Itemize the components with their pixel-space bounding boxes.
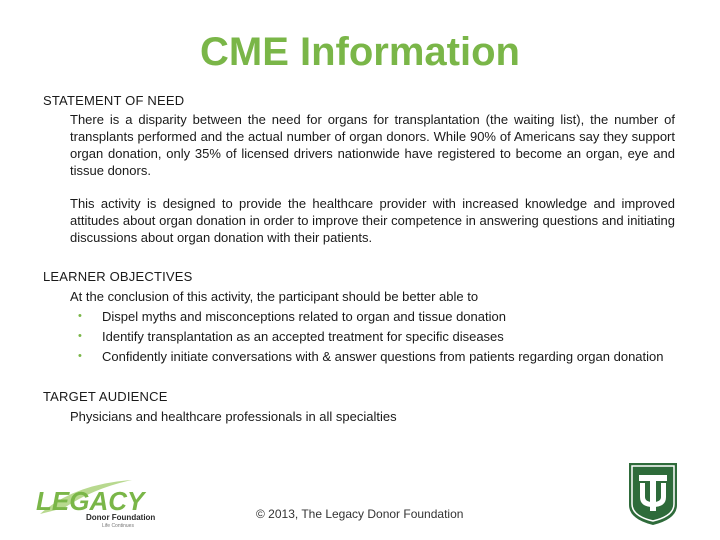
- bullet-icon: •: [78, 350, 82, 362]
- tulane-logo: [627, 461, 679, 527]
- list-item: [70, 348, 675, 365]
- copyright-footer: © 2013, The Legacy Donor Foundation: [256, 507, 464, 521]
- bullet-icon: •: [78, 310, 82, 322]
- legacy-wordmark: LEGACY: [36, 486, 145, 516]
- target-audience-heading: TARGET AUDIENCE: [43, 389, 168, 404]
- slide-title: CME Information: [200, 30, 520, 74]
- objective-text: Identify transplantation as an accepted treatment for specific diseases: [102, 329, 504, 344]
- legacy-subtitle: Donor Foundation: [86, 513, 156, 522]
- objectives-list: [70, 308, 675, 365]
- list-item: [70, 328, 675, 345]
- legacy-tagline: Life Continues: [102, 523, 134, 529]
- statement-of-need-heading: STATEMENT OF NEED: [43, 93, 185, 108]
- objective-text: Dispel myths and misconceptions related to organ and tissue donation: [102, 309, 506, 324]
- learner-objectives-heading: LEARNER OBJECTIVES: [43, 269, 193, 284]
- objective-text: Confidently initiate conversations with & answer questions from patients regarding organ donation: [102, 349, 664, 364]
- need-paragraph-1: There is a disparity between the need for organs for transplantation (the waiting list), the number of transplants performed and the actual number of organ donors. While 90% of Americans say they support organ donation, only 35% of licensed drivers nationwide have registered to become an organ, eye and tissue donors.: [70, 112, 675, 178]
- slide-content: [43, 93, 675, 425]
- audience-text: Physicians and healthcare professionals in all specialties: [70, 409, 397, 424]
- need-paragraph-2: This activity is designed to provide the healthcare provider with increased knowledge and improved attitudes about organ donation in order to improve their competence in answering questions and initiating discussions about organ donation with their patients.: [70, 196, 675, 245]
- legacy-logo: [34, 474, 174, 530]
- bullet-icon: •: [78, 330, 82, 342]
- objectives-lead: At the conclusion of this activity, the participant should be better able to: [70, 289, 479, 304]
- list-item: [70, 308, 675, 325]
